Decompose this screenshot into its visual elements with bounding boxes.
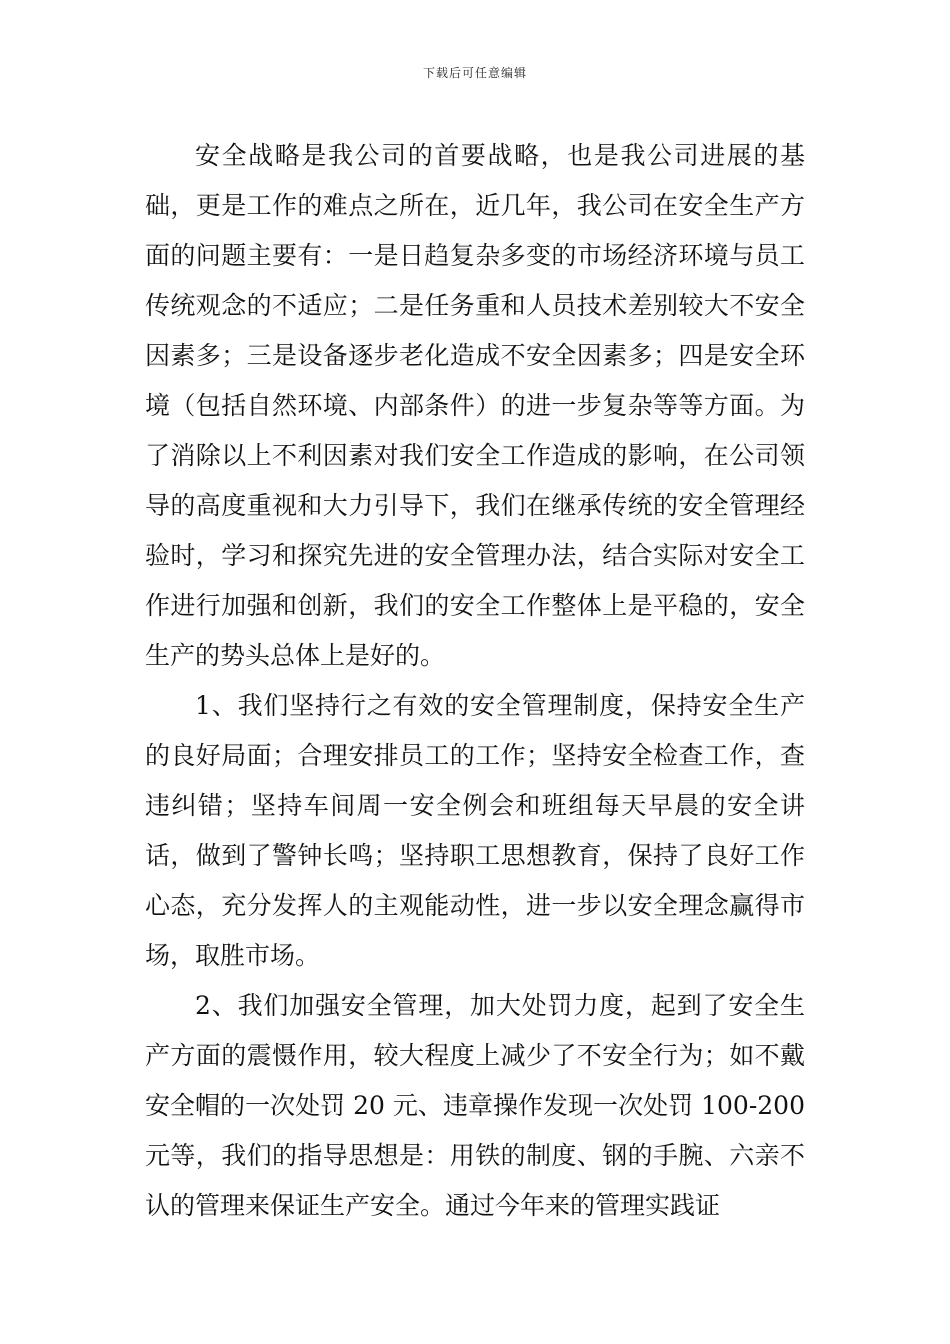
paragraph-item-2: 2、我们加强安全管理，加大处罚力度，起到了安全生产方面的震慑作用，较大程度上减少了不安全行为；如不戴安全帽的一次处罚 20 元、违章操作发现一次处罚 100-200 元等，我们的指导思想是：用铁的制度、钢的手腕、六亲不认的管理来保证生产安全。通过今年来的管理实践证 bbox=[145, 991, 805, 1220]
document-body bbox=[145, 131, 805, 1231]
page-header: 下载后可任意编辑 bbox=[422, 66, 527, 80]
paragraph-intro: 安全战略是我公司的首要战略，也是我公司进展的基础，更是工作的难点之所在，近几年，我公司在安全生产方面的问题主要有：一是日趋复杂多变的市场经济环境与员工传统观念的不适应；二是任务重和人员技术差别较大不安全因素多；三是设备逐步老化造成不安全因素多；四是安全环境（包括自然环境、内部条件）的进一步复杂等等方面。为了消除以上不利因素对我们安全工作造成的影响，在公司领导的高度重视和大力引导下，我们在继承传统的安全管理经验时，学习和探究先进的安全管理办法，结合实际对安全工作进行加强和创新，我们的安全工作整体上是平稳的，安全生产的势头总体上是好的。 bbox=[145, 141, 805, 670]
paragraph-item-1: 1、我们坚持行之有效的安全管理制度，保持安全生产的良好局面；合理安排员工的工作；坚持安全检查工作，查违纠错；坚持车间周一安全例会和班组每天早晨的安全讲话，做到了警钟长鸣；坚持职工思想教育，保持了良好工作心态，充分发挥人的主观能动性，进一步以安全理念赢得市场，取胜市场。 bbox=[145, 691, 805, 970]
